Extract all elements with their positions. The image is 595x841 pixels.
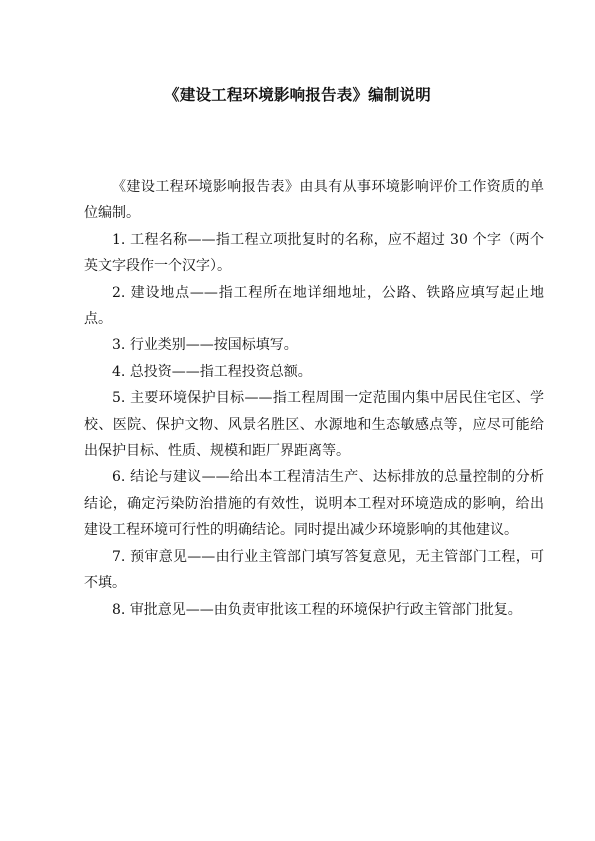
item-number: 2. (112, 284, 126, 301)
item-paragraph (84, 332, 544, 358)
paragraph-text: 工程名称——指工程立项批复时的名称，应不超过 30 个字（两个英文字段作一个汉字）。 (84, 231, 545, 275)
item-paragraph (84, 280, 544, 333)
paragraph-text: 结论与建议——给出本工程清洁生产、达标排放的总量控制的分析结论，确定污染防治措施的有效性，说明本工程对环境造成的影响，给出建设工程环境可行性的明确结论。同时提出减少环境影响的其他建议。 (84, 469, 545, 539)
item-number: 8. (112, 601, 126, 618)
item-number: 6. (112, 469, 126, 486)
item-number: 4. (112, 363, 126, 380)
paragraph-text: 建设地点——指工程所在地详细地址，公路、铁路应填写起止地点。 (84, 284, 545, 328)
item-number: 3. (112, 337, 126, 354)
paragraph-text: 主要环境保护目标——指工程周围一定范围内集中居民住宅区、学校、医院、保护文物、风景名胜区、水源地和生态敏感点等，应尽可能给出保护目标、性质、规模和距厂界距离等。 (84, 390, 545, 460)
paragraph-text: 行业类别——按国标填写。 (129, 337, 298, 354)
intro-paragraph (84, 174, 544, 227)
item-paragraph (84, 227, 544, 280)
item-paragraph (84, 464, 544, 543)
item-paragraph (84, 385, 544, 464)
item-paragraph (84, 597, 544, 623)
paragraph-text: 总投资——指工程投资总额。 (129, 363, 312, 380)
item-number: 5. (112, 390, 126, 407)
item-paragraph (84, 359, 544, 385)
item-paragraph (84, 544, 544, 597)
paragraph-text: 《建设工程环境影响报告表》由具有从事环境影响评价工作资质的单位编制。 (84, 179, 544, 222)
item-number: 7. (112, 548, 126, 565)
document-body (84, 174, 544, 623)
item-number: 1. (112, 231, 126, 248)
paragraph-text: 审批意见——由负责审批该工程的环境保护行政主管部门批复。 (129, 601, 522, 618)
paragraph-text: 预审意见——由行业主管部门填写答复意见，无主管部门工程，可不填。 (84, 548, 545, 592)
document-title: 《建设工程环境影响报告表》编制说明 (164, 85, 431, 104)
